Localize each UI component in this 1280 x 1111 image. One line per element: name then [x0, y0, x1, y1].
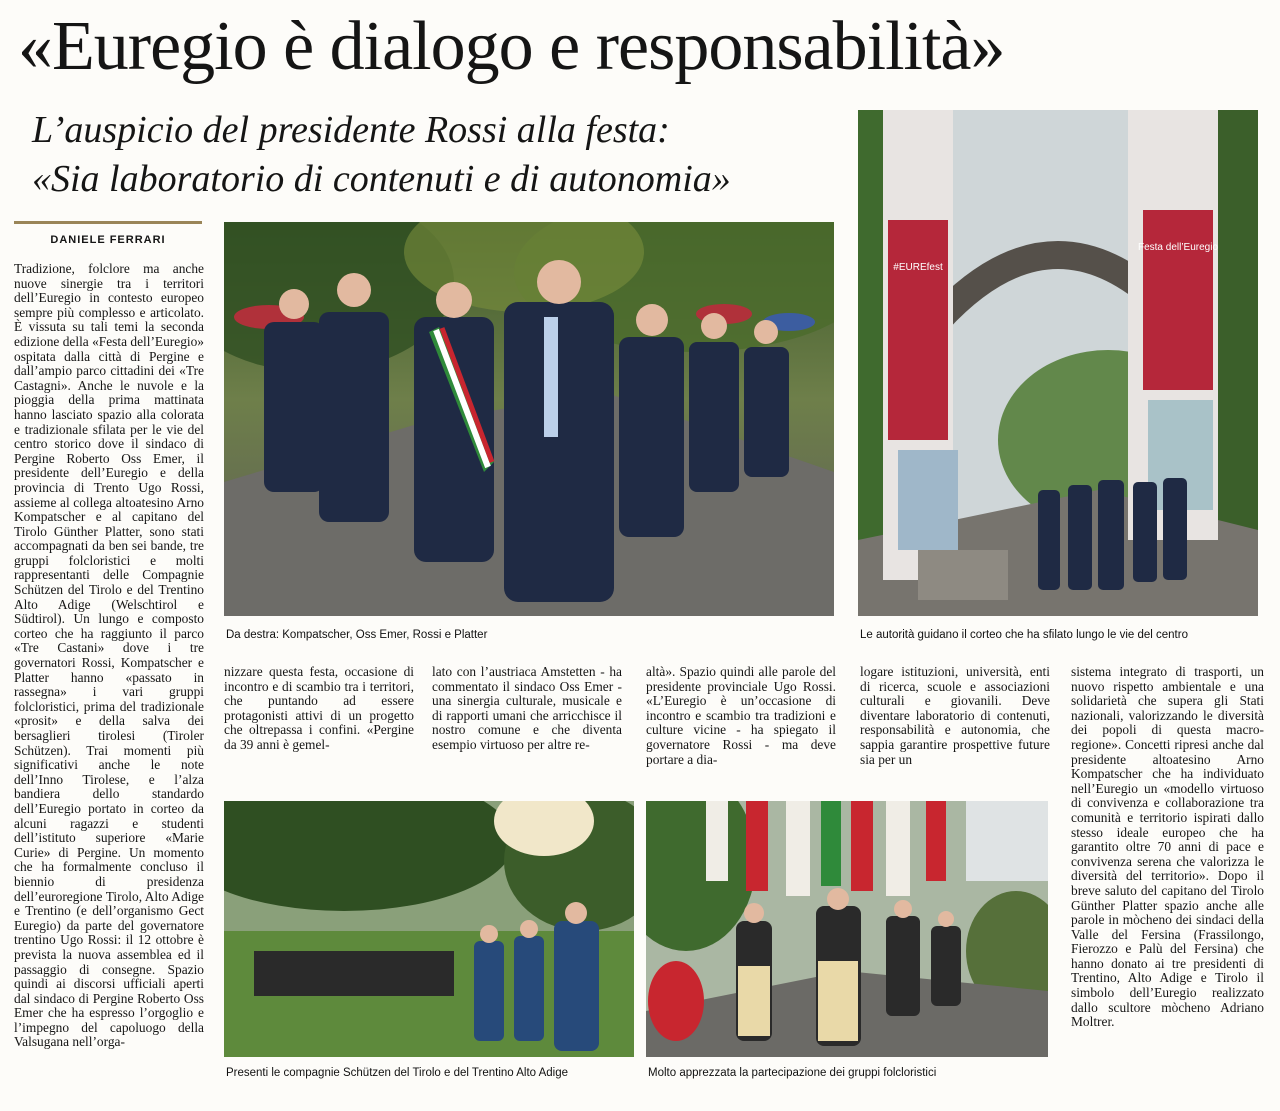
article-column-4: altà». Spazio quindi alle parole del presidente provinciale Ugo Rossi. «L’Euregio è un’occasione di incontro e scambio tra tradizioni e culture vicine - ha spiegato il governatore Rossi - ma deve portare a dia-: [646, 664, 836, 767]
article-column-3: lato con l’austriaca Amstetten - ha commentato il sindaco Oss Emer - una sinergia culturale, musicale e di rapporti umani che arricchisce il nostro comune e che diventa esempio virtuoso per altre re-: [432, 664, 622, 752]
article-column-1: Tradizione, folclore ma anche nuove sinergie tra i territori dell’Euregio in contesto europeo sempre più complesso e articolato. È vissuta su tali temi la seconda edizione della «Festa dell’Euregio» ospitata dalla città di Pergine e dall’ampio parco cittadini dei «Tre Castagni». Anche le nuvole e la pioggia della prima mattinata hanno lasciato spazio alla colorata e tradizionale sfilata per le vie del centro storico dove il sindaco di Pergine Roberto Oss Emer, il presidente dell’Euregio e della provincia di Trento Ugo Rossi, assieme al collega altoatesino Arno Kompatscher e al capitano del Tirolo Günther Platter, sono stati accompagnati da ben sei bande, tre gruppi folcloristici e molti rappresentanti delle Compagnie Schützen del Tirolo e del Trentino Alto Adige (Welschtirol e Südtirol). Un lungo e composto corteo che ha raggiunto il parco «Tre Castani» dove i tre governatori Rossi, Kompatscher e Platter hanno «passato in rassegna» i vari gruppi folcloristici, prima del tradizionale «prosit» e della salva dei bersaglieri tirolesi (Tiroler Schützen). Trai momenti più significativi anche le note dell’Inno Tirolese, e l’alza bandiera dello standardo dell’Euregio portato in corteo da alcuni ragazzi e studenti dell’istituto superiore «Marie Curie» di Pergine. Un momento che ha formalmente concluso il biennio di presidenza dell’euroregione Tirolo, Alto Adige e Trentino (e dell’organismo Gect Euregio) da parte del governatore trentino Ugo Rossi: il 12 ottobre è prevista la nuova assemblea ed il passaggio di consegne. Spazio quindi ai discorsi ufficiali aperti dal sindaco di Pergine Roberto Oss Emer che ha espresso l’orgoglio e l’impegno del capoluogo della Valsugana nell’orga-: [14, 262, 204, 1050]
photo-folk-parade: [646, 801, 1048, 1057]
byline-rule: [14, 221, 202, 224]
caption-folk-groups: Molto apprezzata la partecipazione dei gruppi folcloristici: [648, 1067, 937, 1079]
article-column-6: sistema integrato di trasporti, un nuovo rispetto ambientale e una solidarietà che supera gli Stati nazionali, valorizzando le diversità dei popoli di questa macro-regione». Concetti ripresi anche dal presidente altoatesino Arno Kompatscher che ha individuato nell’Euregio un «modello virtuoso di convivenza e collaborazione tra comunità e territorio ispirati dallo stesso ideale europeo che ha garantito oltre 70 anni di pace e convivenza serena che valorizza le diversità del territorio». Dopo il breve saluto del capitano del Tirolo Günther Platter spazio anche alle parole in mòcheno dei sindaci della Valle del Fersina (Frassilongo, Fierozzo e Palù del Fersina) che hanno donato ai tre presidenti di Trentino, Alto Adige e Tirolo il simbolo dell’Euregio realizzato dallo scultore mòcheno Adriano Moltrer.: [1071, 665, 1264, 1030]
photo-euregio-arch: [858, 110, 1258, 616]
subtitle: [32, 106, 852, 204]
subtitle-line-2: «Sia laboratorio di contenuti e di autonomia»: [32, 158, 731, 200]
caption-arch: Le autorità guidano il corteo che ha sfilato lungo le vie del centro: [860, 629, 1188, 641]
headline: «Euregio è dialogo e responsabilità»: [18, 8, 1005, 85]
caption-politicians: Da destra: Kompatscher, Oss Emer, Rossi e Platter: [226, 629, 488, 641]
caption-schutzen: Presenti le compagnie Schützen del Tirolo e del Trentino Alto Adige: [226, 1067, 569, 1079]
subtitle-line-1: L’auspicio del presidente Rossi alla festa:: [32, 109, 670, 151]
byline: DANIELE FERRARI: [50, 234, 166, 246]
banner-text-1: #EUREfest: [893, 262, 943, 273]
photo-politicians-marching: [224, 222, 834, 616]
article-column-2: nizzare questa festa, occasione di incontro e di scambio tra i territori, che puntando ad essere protagonisti attivi di un progetto che oltrepassa i confini. «Pergine da 39 anni è gemel-: [224, 664, 414, 752]
article-column-5: logare istituzioni, università, enti di ricerca, scuole e associazioni culturali e giovanili. Deve diventare laboratorio di contenuti, responsabilità e autonomia, che sappia garantire prospettive future sia per un: [860, 664, 1050, 767]
banner-text-2: Festa dell’Euregio: [1137, 242, 1219, 253]
photo-schutzen-salvo: [224, 801, 634, 1057]
